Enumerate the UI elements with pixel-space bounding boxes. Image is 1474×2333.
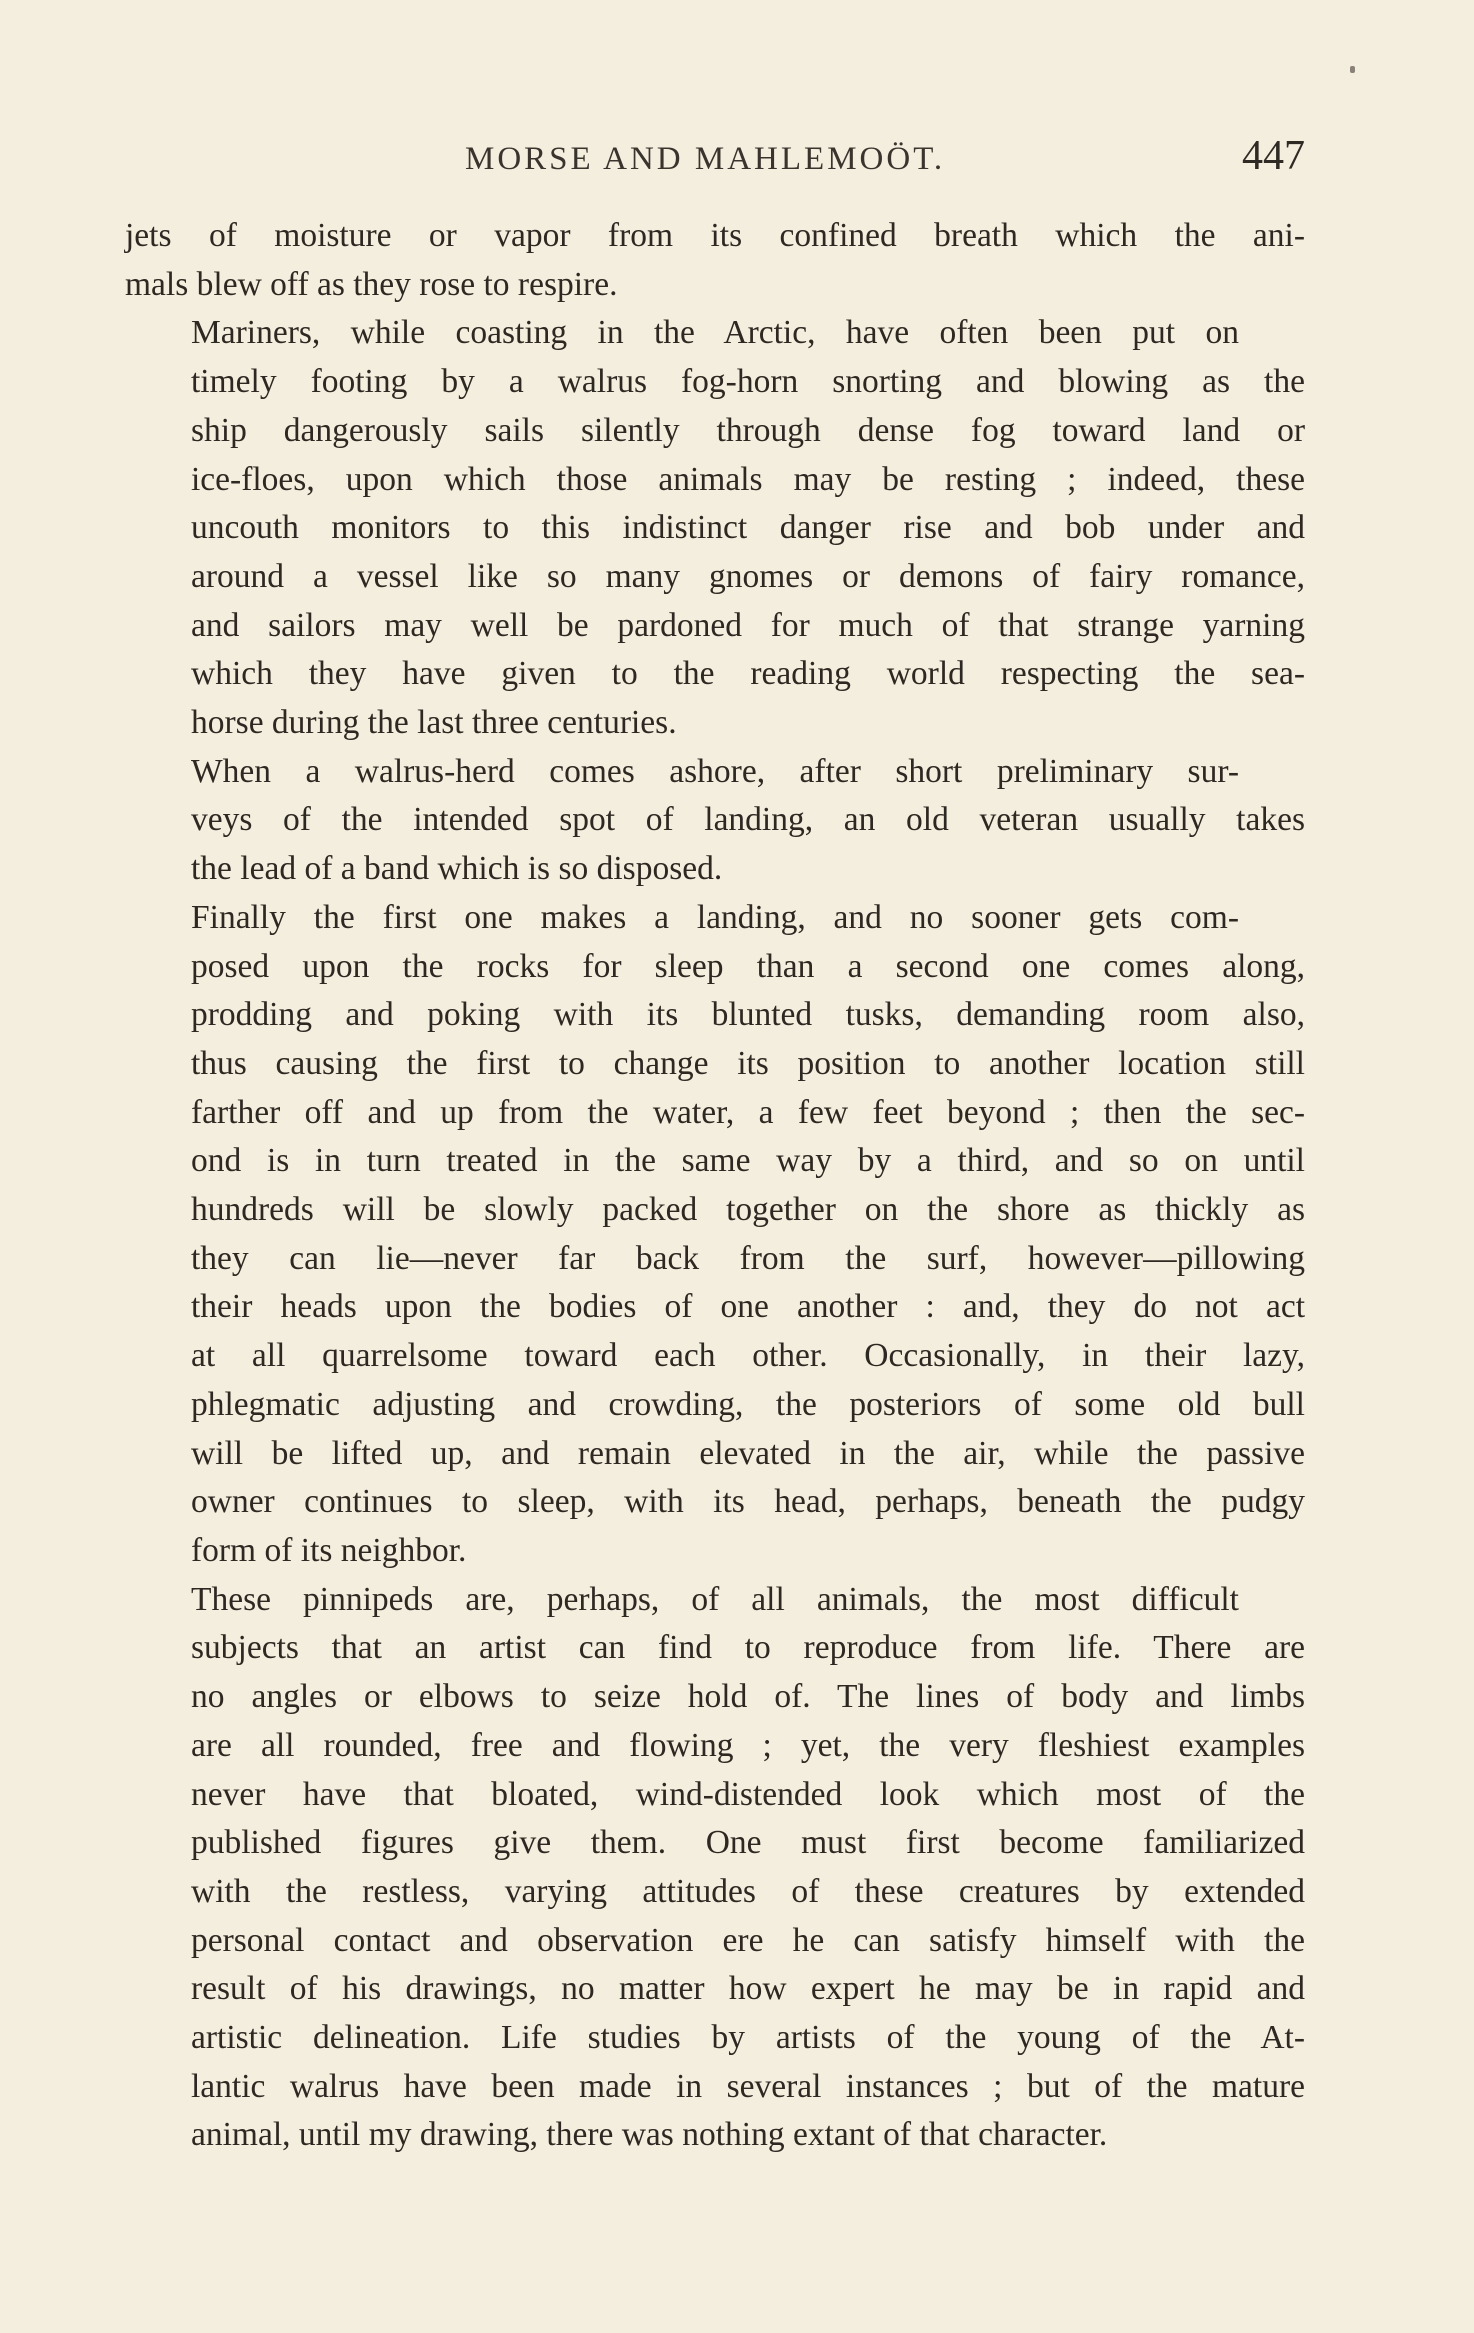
text-line: prodding and poking with its blunted tusks, demanding room also, bbox=[191, 996, 1305, 1034]
text-line: lantic walrus have been made in several instances ; but of the mature bbox=[191, 2067, 1305, 2105]
text-line: These pinnipeds are, perhaps, of all animals, the most difficult bbox=[191, 1580, 1239, 1618]
text-line: mals blew off as they rose to respire. bbox=[125, 265, 618, 303]
text-line: and sailors may well be pardoned for much of that strange yarning bbox=[191, 606, 1305, 644]
text-line: timely footing by a walrus fog-horn snorting and blowing as the bbox=[191, 363, 1305, 401]
paragraph bbox=[125, 1576, 1305, 2160]
text-line: subjects that an artist can find to reproduce from life. There are bbox=[191, 1629, 1305, 1667]
text-line: result of his drawings, no matter how expert he may be in rapid and bbox=[191, 1970, 1305, 2008]
text-line: When a walrus-herd comes ashore, after short preliminary sur- bbox=[191, 752, 1239, 790]
text-line: form of its neighbor. bbox=[191, 1531, 467, 1569]
running-head bbox=[125, 130, 1305, 190]
text-line: posed upon the rocks for sleep than a second one comes along, bbox=[191, 947, 1305, 985]
text-line: around a vessel like so many gnomes or demons of fairy romance, bbox=[191, 557, 1305, 595]
text-line: their heads upon the bodies of one another : and, they do not act bbox=[191, 1288, 1305, 1326]
text-line: which they have given to the reading world respecting the sea- bbox=[191, 655, 1305, 693]
text-line: artistic delineation. Life studies by artists of the young of the At- bbox=[191, 2019, 1305, 2057]
text-line: personal contact and observation ere he can satisfy himself with the bbox=[191, 1921, 1305, 1959]
text-line: published figures give them. One must first become familiarized bbox=[191, 1824, 1305, 1862]
text-line: animal, until my drawing, there was nothing extant of that character. bbox=[191, 2116, 1108, 2154]
paragraph bbox=[125, 309, 1305, 747]
text-line: hundreds will be slowly packed together on the shore as thickly as bbox=[191, 1191, 1305, 1229]
text-line: will be lifted up, and remain elevated in the air, while the passive bbox=[191, 1434, 1305, 1472]
text-line: jets of moisture or vapor from its confined breath which the ani- bbox=[125, 217, 1305, 254]
page-number: 447 bbox=[1242, 133, 1305, 179]
text-line: horse during the last three centuries. bbox=[191, 704, 677, 742]
text-line: phlegmatic adjusting and crowding, the posteriors of some old bull bbox=[191, 1385, 1305, 1423]
text-line: Mariners, while coasting in the Arctic, have often been put on bbox=[191, 314, 1239, 352]
running-title: MORSE AND MAHLEMOÖT. bbox=[465, 141, 946, 177]
text-line: with the restless, varying attitudes of these creatures by extended bbox=[191, 1872, 1305, 1910]
text-line: ship dangerously sails silently through dense fog toward land or bbox=[191, 411, 1305, 449]
text-line: the lead of a band which is so disposed. bbox=[191, 850, 723, 888]
text-line: veys of the intended spot of landing, an old veteran usually takes bbox=[191, 801, 1305, 839]
text-line: ice-floes, upon which those animals may be resting ; indeed, these bbox=[191, 460, 1305, 498]
text-line: uncouth monitors to this indistinct danger rise and bob under and bbox=[191, 509, 1305, 547]
print-speck bbox=[1350, 66, 1355, 73]
paragraph bbox=[125, 894, 1305, 1576]
paragraph bbox=[125, 212, 1305, 309]
text-line: they can lie—never far back from the surf, however—pillowing bbox=[191, 1239, 1305, 1277]
text-line: Finally the first one makes a landing, and no sooner gets com- bbox=[191, 898, 1239, 936]
text-line: farther off and up from the water, a few feet beyond ; then the sec- bbox=[191, 1093, 1305, 1131]
text-line: ond is in turn treated in the same way by a third, and so on until bbox=[191, 1142, 1305, 1180]
text-line: no angles or elbows to seize hold of. The lines of body and limbs bbox=[191, 1678, 1305, 1716]
paragraph bbox=[125, 748, 1305, 894]
text-line: are all rounded, free and flowing ; yet, the very fleshiest examples bbox=[191, 1726, 1305, 1764]
text-line: thus causing the first to change its position to another location still bbox=[191, 1044, 1305, 1082]
text-line: owner continues to sleep, with its head, perhaps, beneath the pudgy bbox=[191, 1483, 1305, 1521]
text-line: at all quarrelsome toward each other. Occasionally, in their lazy, bbox=[191, 1337, 1305, 1375]
body-text bbox=[125, 212, 1305, 2160]
text-line: never have that bloated, wind-distended look which most of the bbox=[191, 1775, 1305, 1813]
